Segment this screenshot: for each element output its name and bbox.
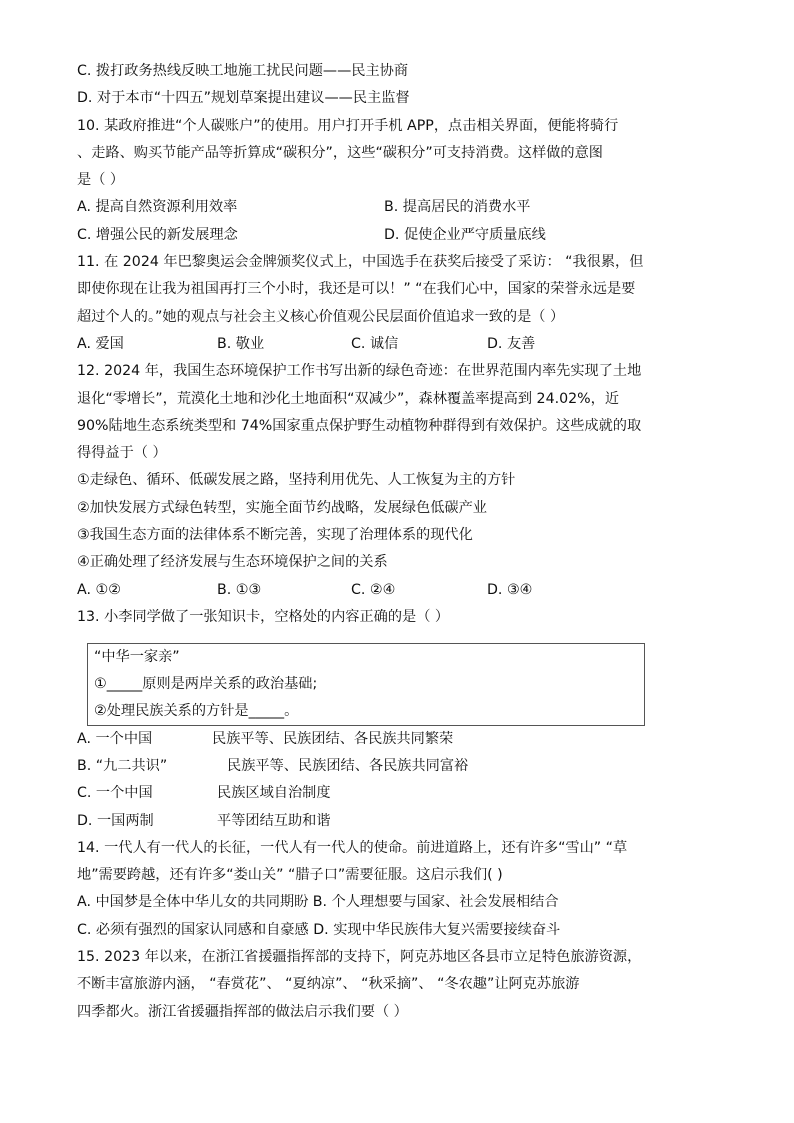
q13-option-a-second: 民族平等、民族团结、各民族共同繁荣 xyxy=(212,730,454,747)
exam-page xyxy=(77,58,727,1026)
question-12 xyxy=(77,358,727,604)
q15-stem-line2: 不断丰富旅游内涵， “春赏花”、 “夏纳凉”、 “秋采摘”、 “冬农趣”让阿克苏旅游 xyxy=(77,976,580,993)
card-line-2: ②处理民族关系的方针是_____。 xyxy=(94,702,299,719)
q11-stem-line1: 11. 在 2024 年巴黎奥运会金牌颁奖仪式上，中国选手在获奖后接受了采访： “我很累，但 xyxy=(77,254,644,271)
q13-option-c xyxy=(77,780,727,807)
q10-options-cd xyxy=(77,222,727,249)
q14-stem-line2: 地”需要跨越，还有许多“娄山关” “腊子口”需要征服。这启示我们( ) xyxy=(77,867,503,884)
q12-options xyxy=(77,577,727,604)
q11-option-b: B. 敬业 xyxy=(217,335,265,352)
q11-option-a: A. 爱国 xyxy=(77,335,124,352)
q13-option-c-first: C. 一个中国 xyxy=(77,785,153,802)
q12-stem-line1: 12. 2024 年，我国生态环境保护工作书写出新的绿色奇迹：在世界范围内率先实现了土地 xyxy=(77,363,642,380)
q12-option-c: C. ②④ xyxy=(351,581,396,598)
card-line-1: ①_____原则是两岸关系的政治基础; xyxy=(94,676,318,693)
q14-stem-line1: 14. 一代人有一代人的长征，一代人有一代人的使命。前进道路上，还有许多“雪山” “草 xyxy=(77,839,628,856)
q10-stem-line3: 是（ ） xyxy=(77,172,125,189)
q12-statement-4: ④正确处理了经济发展与生态环境保护之间的关系 xyxy=(77,554,388,571)
q13-option-d-first: D. 一国两制 xyxy=(77,812,154,829)
q12-stem-line3: 90%陆地生态系统类型和 74%国家重点保护野生动植物种群得到有效保护。这些成就的取 xyxy=(77,417,642,434)
q13-option-b-first: B. “九二共识” xyxy=(77,757,168,774)
q11-stem-line2: 即使你现在让我为祖国再打三个小时，我还是可以！” “在我们心中，国家的荣誉永远是要 xyxy=(77,281,636,298)
q12-statement-3: ③我国生态方面的法律体系不断完善，实现了治理体系的现代化 xyxy=(77,527,473,544)
q14-options-ab: A. 中国梦是全体中华儿女的共同期盼 B. 个人理想要与国家、社会发展相结合 xyxy=(77,894,559,911)
q12-option-d: D. ③④ xyxy=(487,581,533,598)
q10-options-ab xyxy=(77,194,727,221)
q10-option-b: B. 提高居民的消费水平 xyxy=(384,199,531,216)
q10-stem-line2: 、走路、购买节能产品等折算成“碳积分”，这些“碳积分”可支持消费。这样做的意图 xyxy=(77,144,603,161)
card-title: “中华一家亲” xyxy=(94,649,180,666)
q13-option-c-second: 民族区域自治制度 xyxy=(217,785,331,802)
question-11 xyxy=(77,249,727,358)
q15-stem-line3: 四季都火。浙江省援疆指挥部的做法启示我们要（ ） xyxy=(77,1003,408,1020)
q13-stem: 13. 小李同学做了一张知识卡，空格处的内容正确的是（ ） xyxy=(77,608,450,625)
knowledge-card xyxy=(87,643,645,725)
q10-option-a: A. 提高自然资源利用效率 xyxy=(77,199,238,216)
q11-stem-line3: 超过个人的。”她的观点与社会主义核心价值观公民层面价值追求一致的是（ ） xyxy=(77,308,565,325)
question-14 xyxy=(77,835,727,944)
q13-option-d xyxy=(77,808,727,835)
q12-statement-2: ②加快发展方式绿色转型，实施全面节约战略，发展绿色低碳产业 xyxy=(77,499,487,516)
q13-option-a-first: A. 一个中国 xyxy=(77,730,153,747)
q11-option-c: C. 诚信 xyxy=(351,335,399,352)
q12-stem-line2: 退化“零增长”，荒漠化土地和沙化土地面积“双减少”，森林覆盖率提高到 24.02%，近 xyxy=(77,390,620,407)
q11-options xyxy=(77,331,727,358)
q12-option-b: B. ①③ xyxy=(217,581,262,598)
q10-option-d: D. 促使企业严守质量底线 xyxy=(384,226,546,243)
q12-option-a: A. ①② xyxy=(77,581,121,598)
q13-option-a xyxy=(77,726,727,753)
q11-option-d: D. 友善 xyxy=(487,335,536,352)
q10-stem-line1: 10. 某政府推进“个人碳账户”的使用。用户打开手机 APP，点击相关界面，便能将骑行 xyxy=(77,117,619,134)
q12-stem-line4: 得得益于（ ） xyxy=(77,445,167,462)
q12-statement-1: ①走绿色、循环、低碳发展之路，坚持利用优先、人工恢复为主的方针 xyxy=(77,472,516,489)
question-10 xyxy=(77,113,727,249)
q13-option-b xyxy=(77,753,727,780)
prev-option-c: C. 拨打政务热线反映工地施工扰民问题——民主协商 xyxy=(77,63,409,79)
q15-stem-line1: 15. 2023 年以来，在浙江省援疆指挥部的支持下，阿克苏地区各县市立足特色旅游资源， xyxy=(77,949,642,965)
prev-option-d: D. 对于本市“十四五”规划草案提出建议——民主监督 xyxy=(77,90,410,107)
q13-option-d-second: 平等团结互助和谐 xyxy=(217,812,331,829)
question-13 xyxy=(77,604,727,835)
q10-option-c: C. 增强公民的新发展理念 xyxy=(77,226,238,243)
q13-option-b-second: 民族平等、民族团结、各民族共同富裕 xyxy=(227,757,469,774)
q14-options-cd: C. 必须有强烈的国家认同感和自豪感 D. 实现中华民族伟大复兴需要接续奋斗 xyxy=(77,921,561,938)
question-15 xyxy=(77,944,727,1026)
